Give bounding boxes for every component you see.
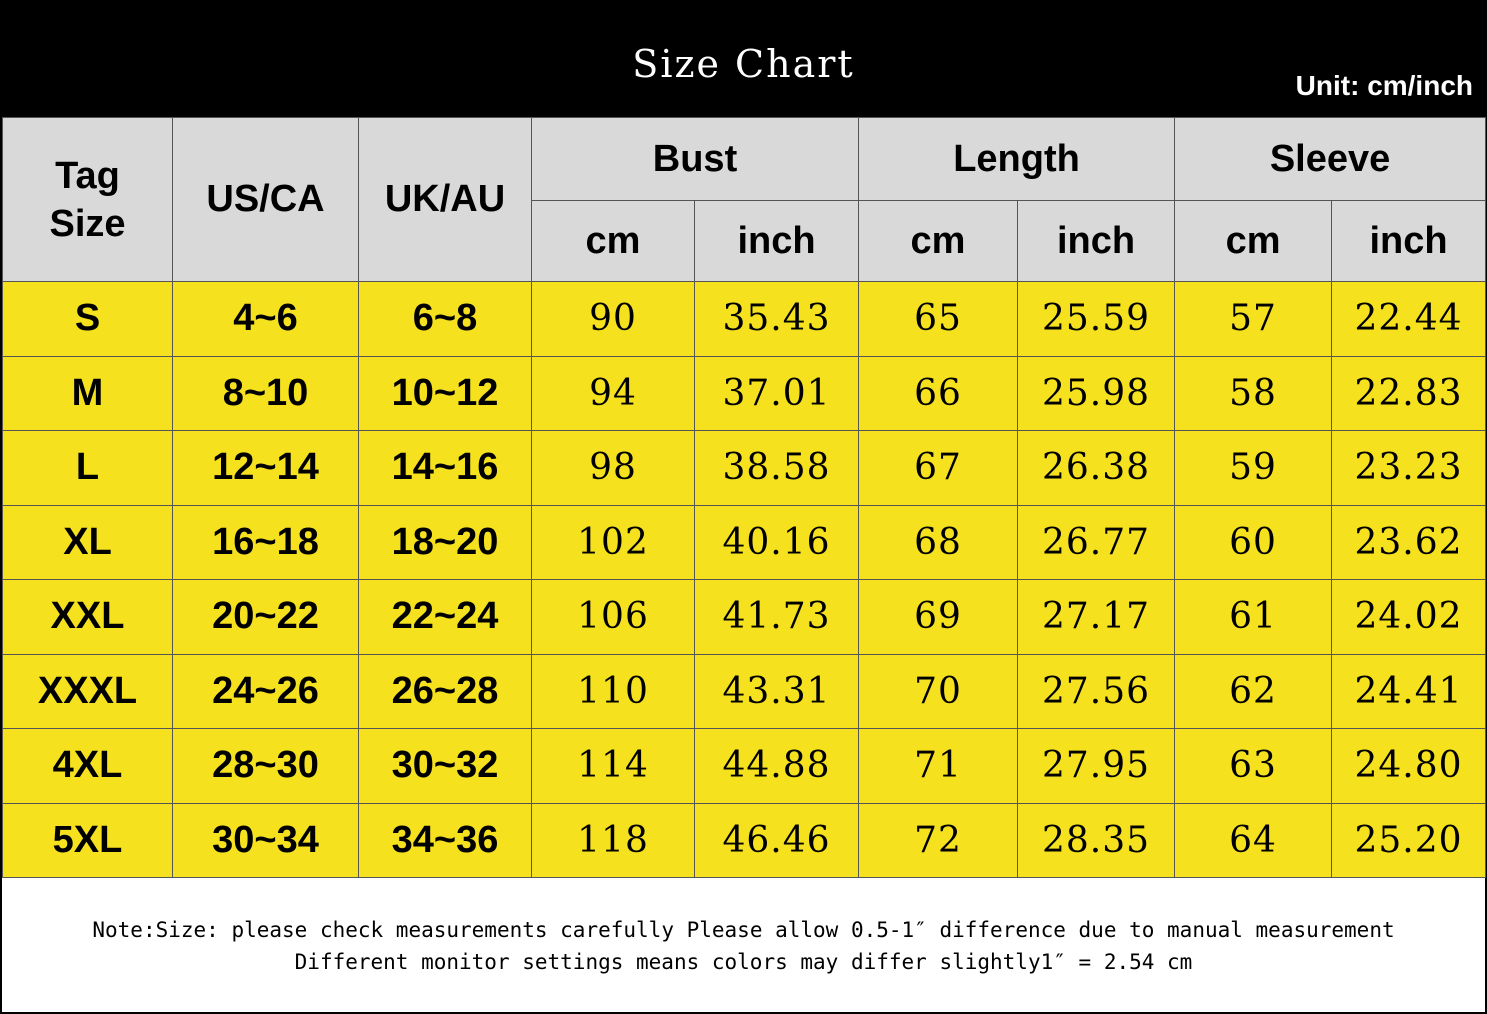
cell-bust-inch: 38.58 — [695, 431, 859, 506]
cell-us-ca: 12~14 — [173, 431, 359, 506]
cell-uk-au: 14~16 — [359, 431, 532, 506]
table-row — [3, 803, 1486, 878]
table-row — [3, 282, 1486, 357]
cell-length-inch: 28.35 — [1018, 803, 1175, 878]
cell-uk-au: 10~12 — [359, 356, 532, 431]
cell-tag-size: 5XL — [3, 803, 173, 878]
cell-sleeve-inch: 23.62 — [1332, 505, 1486, 580]
cell-length-inch: 25.98 — [1018, 356, 1175, 431]
cell-tag-size: XXXL — [3, 654, 173, 729]
cell-sleeve-inch: 24.41 — [1332, 654, 1486, 729]
cell-bust-cm: 114 — [532, 729, 695, 804]
header-length-cm: cm — [859, 201, 1018, 282]
cell-bust-cm: 110 — [532, 654, 695, 729]
cell-bust-cm: 94 — [532, 356, 695, 431]
cell-length-inch: 26.77 — [1018, 505, 1175, 580]
cell-tag-size: XXL — [3, 580, 173, 655]
cell-length-cm: 66 — [859, 356, 1018, 431]
cell-uk-au: 22~24 — [359, 580, 532, 655]
cell-bust-inch: 40.16 — [695, 505, 859, 580]
cell-sleeve-cm: 62 — [1175, 654, 1332, 729]
cell-us-ca: 4~6 — [173, 282, 359, 357]
cell-bust-inch: 37.01 — [695, 356, 859, 431]
cell-sleeve-inch: 24.80 — [1332, 729, 1486, 804]
cell-sleeve-cm: 61 — [1175, 580, 1332, 655]
cell-length-cm: 69 — [859, 580, 1018, 655]
cell-bust-inch: 35.43 — [695, 282, 859, 357]
cell-length-cm: 67 — [859, 431, 1018, 506]
cell-sleeve-cm: 57 — [1175, 282, 1332, 357]
cell-uk-au: 18~20 — [359, 505, 532, 580]
cell-length-inch: 25.59 — [1018, 282, 1175, 357]
cell-length-cm: 72 — [859, 803, 1018, 878]
table-row — [3, 431, 1486, 506]
cell-bust-cm: 106 — [532, 580, 695, 655]
table-row — [3, 729, 1486, 804]
cell-length-cm: 68 — [859, 505, 1018, 580]
cell-sleeve-cm: 59 — [1175, 431, 1332, 506]
cell-sleeve-cm: 63 — [1175, 729, 1332, 804]
cell-sleeve-inch: 25.20 — [1332, 803, 1486, 878]
cell-bust-inch: 46.46 — [695, 803, 859, 878]
table-row — [3, 580, 1486, 655]
cell-tag-size: L — [3, 431, 173, 506]
cell-length-cm: 70 — [859, 654, 1018, 729]
cell-uk-au: 6~8 — [359, 282, 532, 357]
cell-us-ca: 20~22 — [173, 580, 359, 655]
cell-sleeve-inch: 22.83 — [1332, 356, 1486, 431]
table-row — [3, 356, 1486, 431]
table-row — [3, 654, 1486, 729]
cell-us-ca: 24~26 — [173, 654, 359, 729]
note-line-1: Note:Size: please check measurements carefully Please allow 0.5-1″ difference due to manual measurement — [92, 918, 1395, 942]
cell-sleeve-cm: 64 — [1175, 803, 1332, 878]
cell-length-cm: 71 — [859, 729, 1018, 804]
header-bust-cm: cm — [532, 201, 695, 282]
cell-bust-inch: 43.31 — [695, 654, 859, 729]
cell-uk-au: 30~32 — [359, 729, 532, 804]
cell-sleeve-inch: 22.44 — [1332, 282, 1486, 357]
cell-us-ca: 30~34 — [173, 803, 359, 878]
cell-us-ca: 16~18 — [173, 505, 359, 580]
header-bust-inch: inch — [695, 201, 859, 282]
cell-bust-cm: 102 — [532, 505, 695, 580]
cell-length-inch: 27.95 — [1018, 729, 1175, 804]
header-bust: Bust — [532, 118, 859, 201]
table-row — [3, 505, 1486, 580]
cell-bust-inch: 44.88 — [695, 729, 859, 804]
cell-uk-au: 34~36 — [359, 803, 532, 878]
cell-us-ca: 28~30 — [173, 729, 359, 804]
chart-title: Size Chart — [632, 42, 855, 86]
cell-us-ca: 8~10 — [173, 356, 359, 431]
title-bar — [2, 2, 1485, 117]
cell-bust-cm: 98 — [532, 431, 695, 506]
cell-bust-inch: 41.73 — [695, 580, 859, 655]
header-us-ca: US/CA — [173, 118, 359, 282]
cell-tag-size: 4XL — [3, 729, 173, 804]
cell-length-inch: 27.56 — [1018, 654, 1175, 729]
cell-sleeve-inch: 23.23 — [1332, 431, 1486, 506]
cell-sleeve-inch: 24.02 — [1332, 580, 1486, 655]
cell-sleeve-cm: 58 — [1175, 356, 1332, 431]
size-table — [2, 117, 1486, 878]
cell-sleeve-cm: 60 — [1175, 505, 1332, 580]
cell-tag-size: M — [3, 356, 173, 431]
cell-bust-cm: 118 — [532, 803, 695, 878]
header-sleeve: Sleeve — [1175, 118, 1486, 201]
header-sleeve-cm: cm — [1175, 201, 1332, 282]
note — [2, 914, 1485, 978]
unit-label: Unit: cm/inch — [1295, 70, 1473, 101]
header-length: Length — [859, 118, 1175, 201]
cell-tag-size: XL — [3, 505, 173, 580]
cell-length-cm: 65 — [859, 282, 1018, 357]
header-uk-au: UK/AU — [359, 118, 532, 282]
cell-uk-au: 26~28 — [359, 654, 532, 729]
header-tag-size: Tag Size — [3, 118, 173, 282]
note-line-2: Different monitor settings means colors may differ slightly1″ = 2.54 cm — [294, 950, 1193, 974]
cell-bust-cm: 90 — [532, 282, 695, 357]
cell-tag-size: S — [3, 282, 173, 357]
cell-length-inch: 26.38 — [1018, 431, 1175, 506]
header-sleeve-inch: inch — [1332, 201, 1486, 282]
header-length-inch: inch — [1018, 201, 1175, 282]
cell-length-inch: 27.17 — [1018, 580, 1175, 655]
